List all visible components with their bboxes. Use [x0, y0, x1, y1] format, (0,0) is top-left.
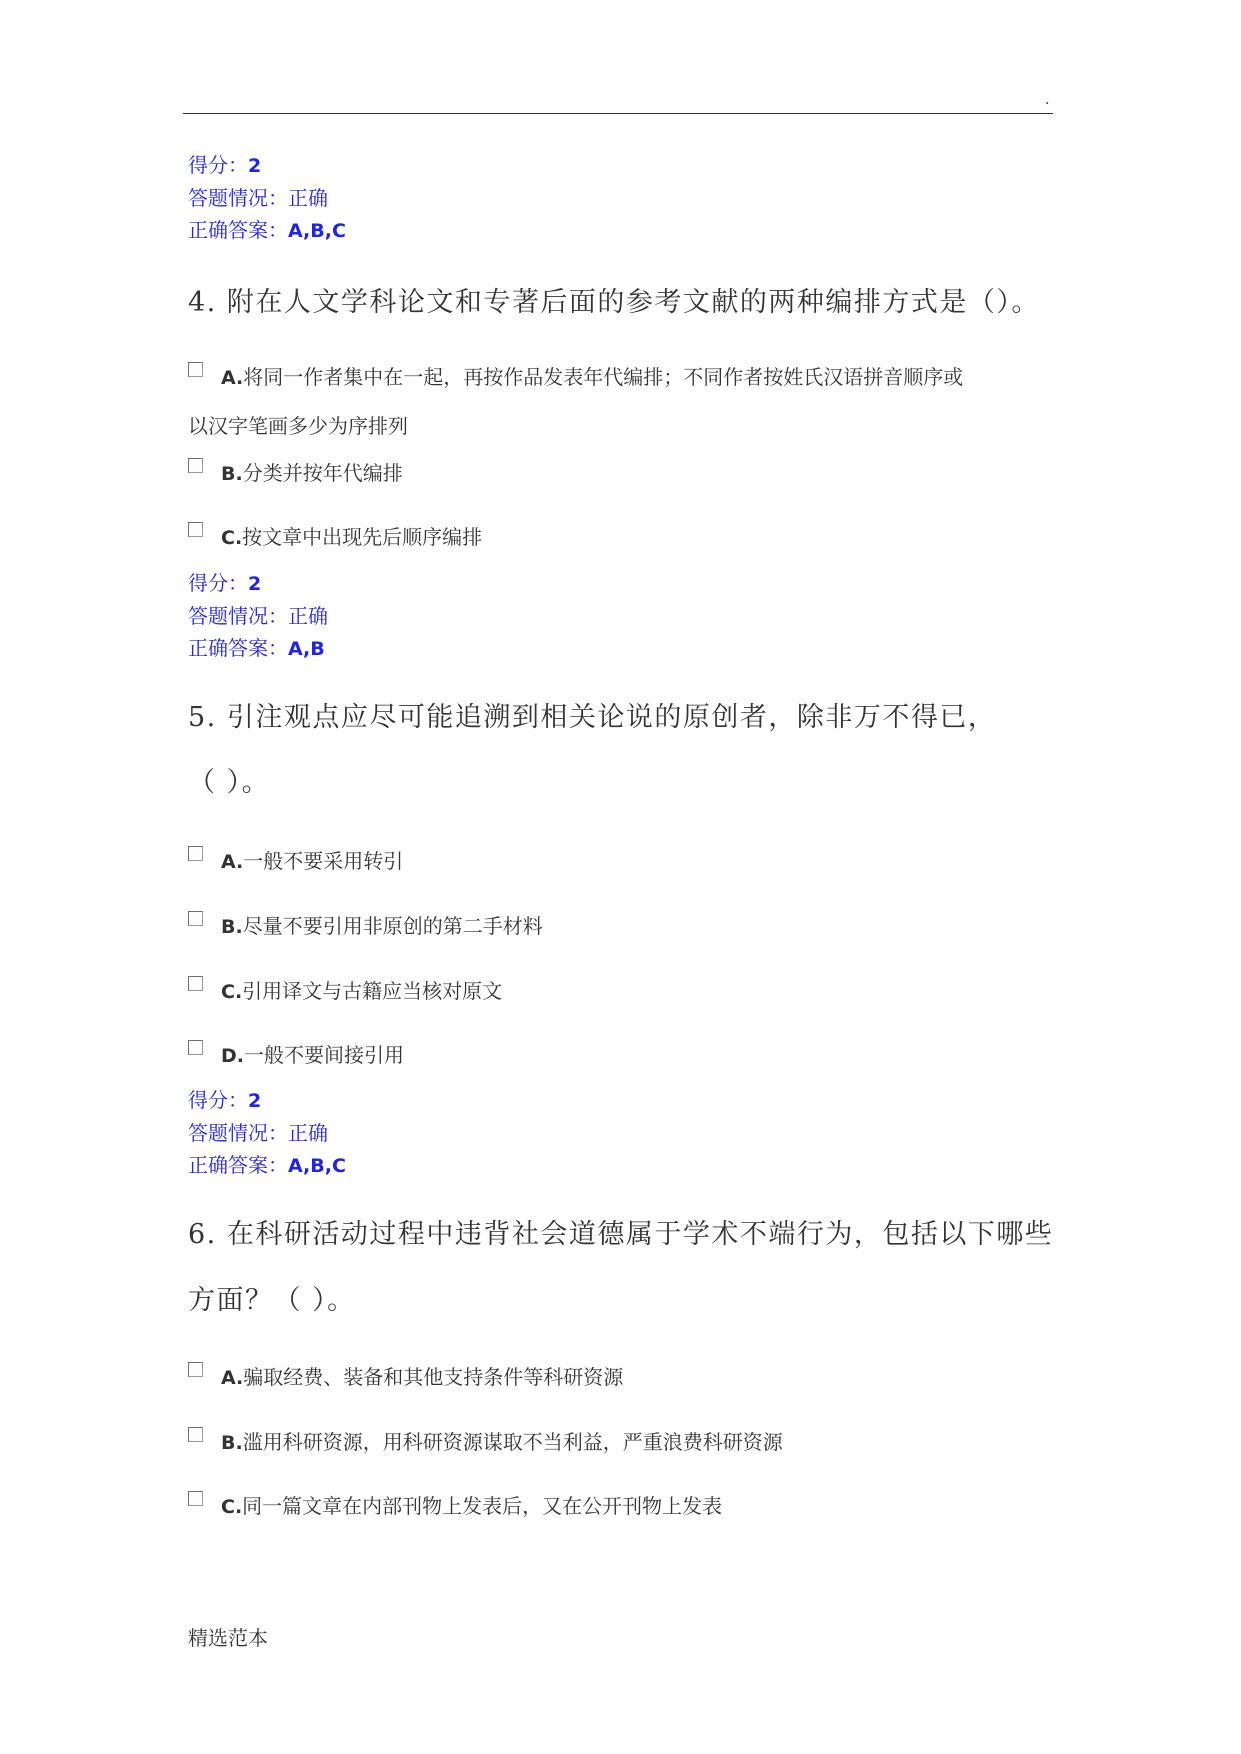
answer-value: A,B,C [288, 1155, 346, 1177]
q5-option-d-checkbox[interactable] [188, 1040, 203, 1055]
q4-option-b-label: B.分类并按年代编排 [221, 461, 403, 485]
q6-option-a[interactable] [188, 1362, 623, 1393]
q4-option-b[interactable] [188, 458, 403, 489]
q6-option-c-checkbox[interactable] [188, 1491, 203, 1506]
q4-option-a[interactable] [188, 362, 963, 393]
q6-option-c-label: C.同一篇文章在内部刊物上发表后，又在公开刊物上发表 [221, 1494, 723, 1518]
q6-option-b[interactable] [188, 1427, 783, 1458]
status-label: 答题情况： [188, 1121, 288, 1145]
score-value: 2 [248, 573, 262, 595]
q4-option-a-checkbox[interactable] [188, 362, 203, 377]
q5-option-b[interactable] [188, 911, 543, 942]
status-value: 正确 [288, 1121, 328, 1145]
q5-option-a-checkbox[interactable] [188, 846, 203, 861]
q3-answer-line [188, 216, 346, 245]
q4-option-b-checkbox[interactable] [188, 458, 203, 473]
q4-option-a-continued: 以汉字笔画多少为序排列 [188, 414, 408, 438]
score-value: 2 [248, 155, 262, 177]
q6-option-a-checkbox[interactable] [188, 1362, 203, 1377]
q6-question-line1: 6. 在科研活动过程中违背社会道德属于学术不端行为，包括以下哪些 [188, 1219, 1054, 1250]
header-rule [183, 113, 1053, 114]
status-label: 答题情况： [188, 186, 288, 210]
score-label: 得分： [188, 1088, 248, 1112]
q4-answer-line [188, 634, 328, 663]
q5-question-line1: 5. 引注观点应尽可能追溯到相关论说的原创者，除非万不得已， [188, 702, 997, 733]
q5-option-d-label: D.一般不要间接引用 [221, 1043, 404, 1067]
q5-option-b-checkbox[interactable] [188, 911, 203, 926]
q5-option-a-label: A.一般不要采用转引 [221, 849, 404, 873]
q6-question-line2: 方面？（ ）。 [188, 1285, 356, 1316]
q5-status-line [188, 1119, 346, 1147]
q4-question: 4. 附在人文学科论文和专著后面的参考文献的两种编排方式是（）。 [188, 287, 1040, 318]
q6-option-b-checkbox[interactable] [188, 1427, 203, 1442]
answer-label: 正确答案： [188, 218, 288, 242]
q6-option-c[interactable] [188, 1491, 722, 1522]
q3-score-line [188, 151, 346, 180]
q5-option-c-label: C.引用译文与古籍应当核对原文 [221, 979, 503, 1003]
answer-label: 正确答案： [188, 1153, 288, 1177]
q5-score-line [188, 1086, 346, 1115]
q6-option-b-label: B.滥用科研资源，用科研资源谋取不当利益，严重浪费科研资源 [221, 1430, 783, 1454]
q5-option-a[interactable] [188, 846, 403, 877]
q5-result [188, 1086, 346, 1180]
q6-option-a-label: A.骗取经费、装备和其他支持条件等科研资源 [221, 1365, 624, 1389]
status-value: 正确 [288, 186, 328, 210]
q4-score-line [188, 569, 328, 598]
status-value: 正确 [288, 604, 328, 628]
q4-option-c-checkbox[interactable] [188, 522, 203, 537]
answer-value: A,B,C [288, 220, 346, 242]
q4-status-line [188, 602, 328, 630]
q4-option-c-label: C.按文章中出现先后顺序编排 [221, 525, 483, 549]
q4-option-a-label: A.将同一作者集中在一起，再按作品发表年代编排；不同作者按姓氏汉语拼音顺序或 [221, 365, 964, 389]
score-label: 得分： [188, 153, 248, 177]
answer-label: 正确答案： [188, 636, 288, 660]
footer-text: 精选范本 [188, 1626, 268, 1650]
q5-option-d[interactable] [188, 1040, 404, 1071]
status-label: 答题情况： [188, 604, 288, 628]
score-value: 2 [248, 1090, 262, 1112]
q5-question-line2: （ ）。 [188, 767, 271, 798]
q5-option-c[interactable] [188, 976, 502, 1007]
q5-answer-line [188, 1151, 346, 1180]
q3-result [188, 151, 346, 245]
score-label: 得分： [188, 571, 248, 595]
q4-option-c[interactable] [188, 522, 482, 553]
q3-status-line [188, 184, 346, 212]
q4-result [188, 569, 328, 663]
answer-value: A,B [288, 638, 325, 660]
q5-option-b-label: B.尽量不要引用非原创的第二手材料 [221, 914, 543, 938]
q5-option-c-checkbox[interactable] [188, 976, 203, 991]
header-dot: . [1045, 92, 1050, 108]
